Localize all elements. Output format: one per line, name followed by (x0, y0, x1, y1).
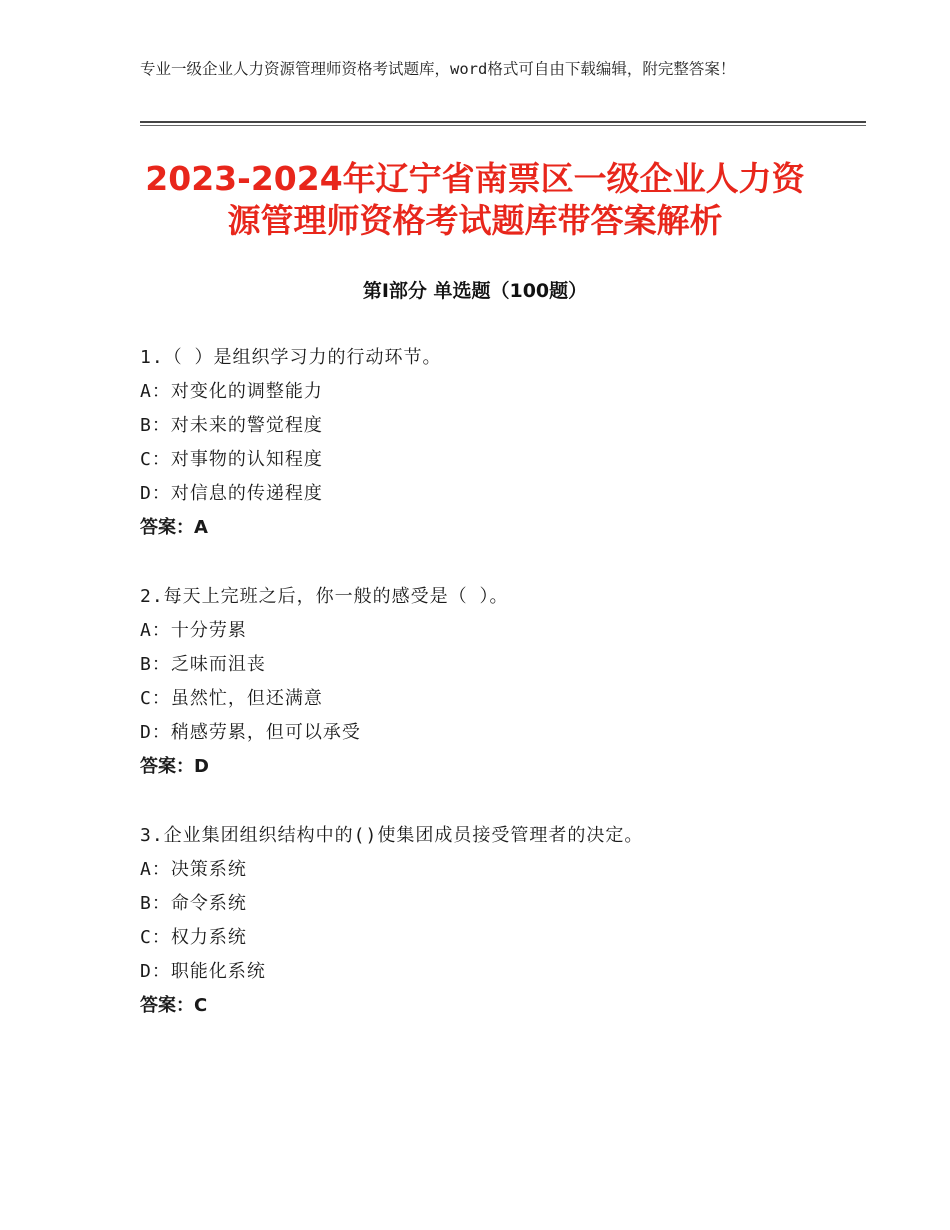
question-3 (140, 819, 860, 1023)
question-stem: 2.每天上完班之后，你一般的感受是（ ）。 (140, 586, 509, 607)
option-a: A：十分劳累 (140, 620, 247, 641)
option-c: C：权力系统 (140, 927, 247, 948)
document-title (100, 158, 850, 242)
option-a: A：对变化的调整能力 (140, 381, 323, 402)
section-title: 第Ⅰ部分 单选题（100题） (362, 280, 588, 302)
question-stem: 3.企业集团组织结构中的()使集团成员接受管理者的决定。 (140, 825, 644, 846)
question-1 (140, 341, 860, 545)
option-d: D：对信息的传递程度 (140, 483, 323, 504)
answer-label: 答案：C (140, 995, 208, 1016)
title-line-1: 2023-2024年辽宁省南票区一级企业人力资 (145, 159, 805, 198)
option-a: A：决策系统 (140, 859, 247, 880)
option-c: C：对事物的认知程度 (140, 449, 323, 470)
question-2 (140, 580, 860, 784)
header-note: 专业一级企业人力资源管理师资格考试题库，word格式可自由下载编辑，附完整答案！ (140, 60, 736, 78)
option-b: B：乏味而沮丧 (140, 654, 266, 675)
option-c: C：虽然忙，但还满意 (140, 688, 323, 709)
answer-label: 答案：A (140, 517, 208, 538)
option-d: D：稍感劳累，但可以承受 (140, 722, 361, 743)
header-divider-thin (140, 125, 866, 126)
answer-label: 答案：D (140, 756, 209, 777)
header-divider-thick (140, 121, 866, 123)
option-b: B：对未来的警觉程度 (140, 415, 323, 436)
option-d: D：职能化系统 (140, 961, 266, 982)
option-b: B：命令系统 (140, 893, 247, 914)
question-stem: 1.（ ）是组织学习力的行动环节。 (140, 347, 442, 368)
title-line-2: 源管理师资格考试题库带答案解析 (227, 201, 723, 240)
